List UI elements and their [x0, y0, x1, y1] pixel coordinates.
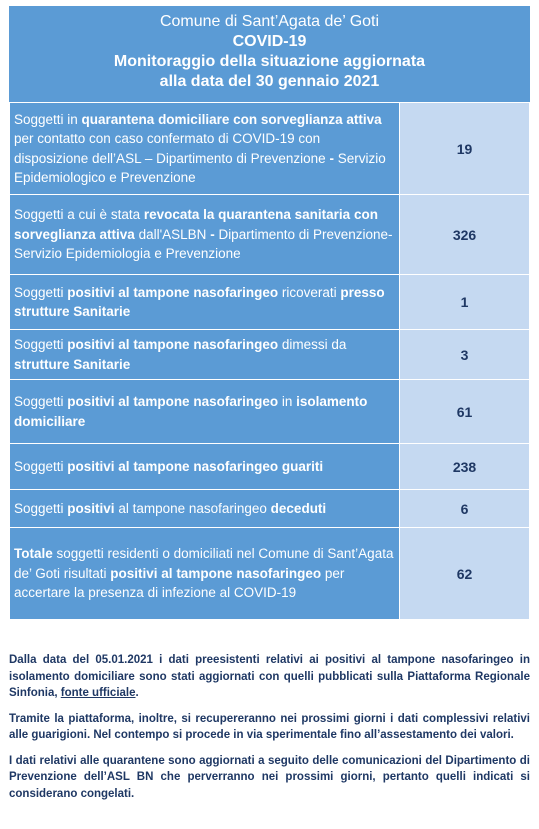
description-bold-text: positivi [67, 500, 115, 516]
description-text: dall'ASLBN [134, 226, 211, 242]
description-text: Soggetti a cui è stata [14, 207, 144, 223]
statistics-table [9, 102, 530, 620]
description-text: ricoverati [278, 284, 341, 300]
row-value: 61 [400, 380, 530, 444]
description-text: in [278, 394, 297, 409]
table-row [10, 444, 530, 490]
description-bold-text: positivi al tampone nasofaringeo [67, 284, 279, 300]
description-text: Soggetti in [14, 111, 82, 127]
description-bold-text: - [210, 226, 215, 242]
description-bold-text: positivi al tampone nasofaringeo [110, 565, 322, 581]
notes-section [9, 652, 530, 811]
official-source-link[interactable]: fonte ufficiale [60, 687, 136, 699]
description-text: per contatto con caso confermato di COVID-19 con disposizione dell’ASL – Dipartimento di Prevenzione [14, 131, 330, 166]
report-table-container [9, 6, 530, 620]
monitoring-title: Monitoraggio della situazione aggiornata [113, 53, 426, 70]
note-recoveries: Tramite la piattaforma, inoltre, si recupereranno nei prossimi giorni i dati complessivi relativi alle guarigioni. Nel contempo si procede in via sperimentale fino all’assestamento dei valori. [9, 712, 530, 741]
municipality-title: Comune di Sant’Agata de’ Goti [159, 13, 380, 30]
description-bold-text: isolamento domiciliare [14, 394, 368, 429]
note-quarantine: I dati relativi alle quarantene sono aggiornati a seguito delle comunicazioni del Dipartimento di Prevenzione dell’ASL BN che perverranno nei prossimi giorni, pertanto quelli indicati si considerano congelati. [9, 754, 530, 800]
description-text: Soggetti [14, 458, 68, 474]
row-value: 1 [400, 275, 530, 330]
row-description [10, 275, 400, 330]
description-bold-text: Totale [14, 546, 53, 562]
description-text: Soggetti [14, 337, 68, 352]
description-text: al tampone nasofaringeo [114, 500, 271, 516]
row-value: 6 [400, 490, 530, 528]
row-value: 3 [400, 330, 530, 380]
note-sinfonia-text: Dalla data del 05.01.2021 i dati preesistenti relativi ai positivi al tampone nasofaringeo in isolamento domiciliare sono stati aggiornati con quelli pubblicati sulla Piattaforma Regionale Sinfonia, [9, 654, 530, 699]
row-value: 19 [400, 103, 530, 195]
row-description [10, 528, 400, 620]
table-row [10, 195, 530, 275]
row-description [10, 444, 400, 490]
row-description [10, 330, 400, 380]
description-text: Soggetti [14, 394, 68, 409]
row-description [10, 490, 400, 528]
table-row [10, 380, 530, 444]
description-bold-text: strutture Sanitarie [14, 356, 131, 372]
description-text: Dipartimento di Prevenzione-Servizio Epidemiologia e Prevenzione [14, 226, 393, 262]
description-bold-text: positivi al tampone nasofaringeo [67, 337, 279, 352]
description-bold-text: positivi al tampone nasofaringeo guariti [67, 458, 324, 474]
report-date: alla data del 30 gennaio 2021 [159, 73, 380, 90]
description-text: Soggetti [14, 500, 68, 516]
table-row [10, 330, 530, 380]
report-header [9, 6, 530, 102]
description-bold-text: positivi al tampone nasofaringeo [67, 394, 279, 409]
description-bold-text: presso strutture Sanitarie [14, 284, 385, 319]
description-text: per accertare la presenza di infezione al COVID-19 [14, 565, 345, 601]
description-text: soggetti residenti o domiciliati nel Comune di Sant’Agata de’ Goti risultati [14, 546, 394, 581]
table-row [10, 103, 530, 195]
row-description [10, 195, 400, 275]
row-value: 326 [400, 195, 530, 275]
row-description [10, 103, 400, 195]
description-bold-text: quarantena domiciliare con sorveglianza attiva [81, 111, 382, 127]
description-text: Servizio Epidemiologico e Prevenzione [14, 150, 386, 185]
description-bold-text: - [329, 150, 334, 166]
table-row [10, 275, 530, 330]
description-bold-text: deceduti [270, 500, 327, 516]
description-text: Soggetti [14, 284, 68, 300]
description-bold-text: revocata la quarantena sanitaria con sorveglianza attiva [14, 207, 378, 242]
row-value: 62 [400, 528, 530, 620]
row-value: 238 [400, 444, 530, 490]
note-sinfonia-end: . [135, 687, 139, 699]
row-description [10, 380, 400, 444]
covid-title: COVID-19 [232, 33, 307, 50]
description-text: dimessi da [278, 337, 347, 352]
note-sinfonia [9, 652, 530, 702]
table-row [10, 528, 530, 620]
table-row [10, 490, 530, 528]
